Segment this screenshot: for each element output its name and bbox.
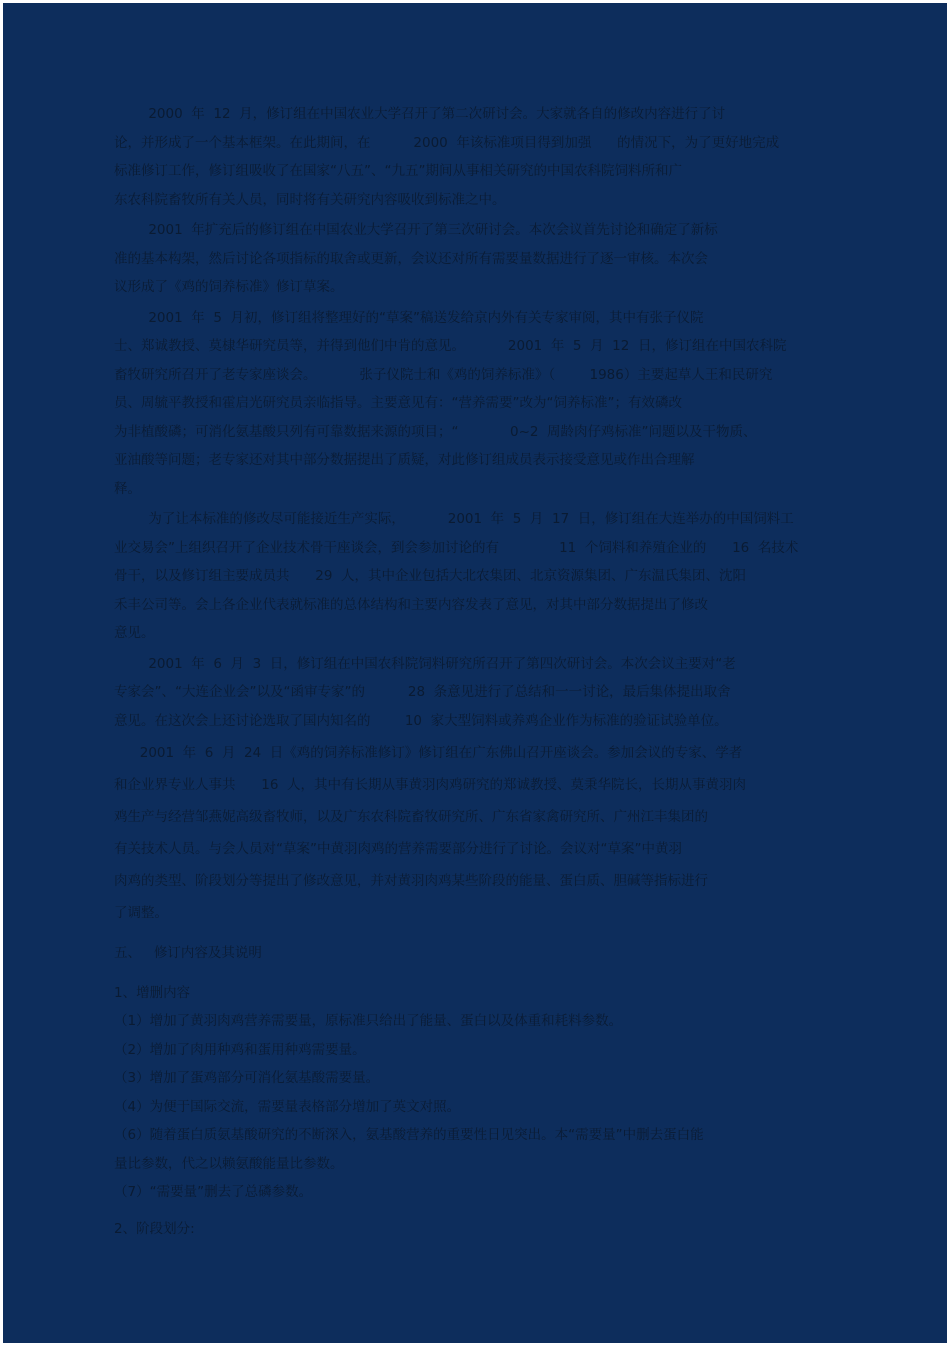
text-line: 准的基本构架，然后讨论各项指标的取舍或更新，会议还对所有需要量数据进行了逐一审核。本次会 [114, 250, 708, 267]
list-item: （2）增加了肉用种鸡和蛋用种鸡需要量。 [114, 1041, 366, 1058]
text-line: 禾丰公司等。会上各企业代表就标准的总体结构和主要内容发表了意见，对其中部分数据提出了修改 [114, 596, 708, 613]
document-body [114, 100, 864, 1243]
text-line: 论，并形成了一个基本框架。在此期间，在 2000 年该标准项目得到加强 的情况下，为了更好地完成 [114, 134, 780, 151]
text-line: 鸡生产与经营邹燕妮高级畜牧师，以及广东农科院畜牧研究所、广东省家禽研究所、广州江丰集团的 [114, 809, 708, 825]
text-line: 专家会”、“大连企业会”以及“函审专家”的 28 条意见进行了总结和一一讨论，最后集体提出取舍 [114, 684, 731, 700]
subsection-heading-stages: 2、阶段划分: [114, 1220, 195, 1237]
list-item: （1）增加了黄羽肉鸡营养需要量，原标准只给出了能量、蛋白以及体重和耗料参数。 [114, 1013, 623, 1029]
list-item: （6）随着蛋白质氨基酸研究的不断深入，氨基酸营养的重要性日见突出。本“需要量”中删去蛋白能 [114, 1127, 704, 1143]
paragraph-enterprise-meeting [114, 505, 864, 648]
paragraph-fourth-meeting [114, 650, 864, 736]
text-line: 2001 年扩充后的修订组在中国农业大学召开了第三次研讨会。本次会议首先讨论和确定了新标 [114, 222, 718, 238]
list-item: （3）增加了蛋鸡部分可消化氨基酸需要量。 [114, 1070, 380, 1086]
text-line: 为了让本标准的修改尽可能接近生产实际， 2001 年 5 月 17 日，修订组在大连举办的中国饲料工 [114, 511, 794, 527]
text-line: 2001 年 6 月 24 日《鸡的饲养标准修订》修订组在广东佛山召开座谈会。参加会议的专家、学者 [114, 745, 743, 761]
text-line: 和企业界专业人事共 16 人，其中有长期从事黄羽肉鸡研究的郑诚教授、莫秉华院长，长期从事黄羽肉 [114, 777, 747, 793]
text-line: 亚油酸等问题；老专家还对其中部分数据提出了质疑，对此修订组成员表示接受意见或作出合理解 [114, 452, 695, 468]
text-line: 意见。 [114, 625, 155, 641]
list-item: （4）为便于国际交流，需要量表格部分增加了英文对照。 [114, 1098, 461, 1115]
subsection-heading-additions: 1、增删内容 [114, 985, 191, 1001]
text-line: 有关技术人员。与会人员对“草案”中黄羽肉鸡的营养需要部分进行了讨论。会议对“草案”中黄羽 [114, 841, 682, 857]
list-item: （7）“需要量”删去了总磷参数。 [114, 1184, 313, 1200]
text-line: 业交易会”上组织召开了企业技术骨干座谈会，到会参加讨论的有 11 个饲料和养殖企业的 16 名技术 [114, 539, 799, 556]
text-line: 了调整。 [114, 905, 168, 921]
text-line: 士、郑诚教授、莫棣华研究员等，并得到他们中肯的意见。 2001 年 5 月 12 日，修订组在中国农科院 [114, 338, 787, 354]
section-heading: 五、 修订内容及其说明 [114, 945, 262, 961]
text-line: 2000 年 12 月，修订组在中国农业大学召开了第二次研讨会。大家就各自的修改内容进行了讨 [114, 106, 726, 122]
text-line: 释。 [114, 480, 141, 497]
text-line: 员、周毓平教授和霍启光研究员亲临指导。主要意见有：“营养需要”改为“饲养标准”；有效磷改 [114, 395, 682, 411]
paragraph-foshan-meeting [114, 737, 864, 929]
paragraph-third-meeting [114, 216, 864, 302]
paragraph-second-meeting [114, 100, 864, 214]
text-line: 意见。在这次会上还讨论选取了国内知名的 10 家大型饲料或养鸡企业作为标准的验证试验单位。 [114, 712, 728, 729]
text-line: 骨干，以及修订组主要成员共 29 人，其中企业包括大北农集团、北京资源集团、广东温氏集团、沈阳 [114, 568, 747, 584]
list-item: 量比参数，代之以赖氨酸能量比参数。 [114, 1155, 344, 1172]
text-line: 2001 年 5 月初，修订组将整理好的“草案”稿送发给京内外有关专家审阅，其中有张子仪院 [114, 309, 704, 326]
document-page [3, 3, 947, 1343]
text-line: 肉鸡的类型、阶段划分等提出了修改意见，并对黄羽肉鸡某些阶段的能量、蛋白质、胆碱等指标进行 [114, 873, 708, 889]
text-line: 畜牧研究所召开了老专家座谈会。 张子仪院士和《鸡的饲养标准》（ 1986）主要起草人王和民研究 [114, 366, 773, 383]
text-line: 为非植酸磷；可消化氨基酸只列有可靠数据来源的项目；“ 0~2 周龄肉仔鸡标准”问题以及干物质、 [114, 423, 757, 440]
text-line: 2001 年 6 月 3 日，修订组在中国农科院饲料研究所召开了第四次研讨会。本次会议主要对“老 [114, 655, 736, 672]
text-line: 议形成了《鸡的饲养标准》修订草案。 [114, 279, 344, 295]
paragraph-expert-review [114, 304, 864, 504]
text-line: 东农科院畜牧所有关人员，同时将有关研究内容吸收到标准之中。 [114, 191, 506, 208]
text-line: 标准修订工作，修订组吸收了在国家“八五”、“九五”期间从事相关研究的中国农科院饲料所和广 [114, 163, 682, 179]
